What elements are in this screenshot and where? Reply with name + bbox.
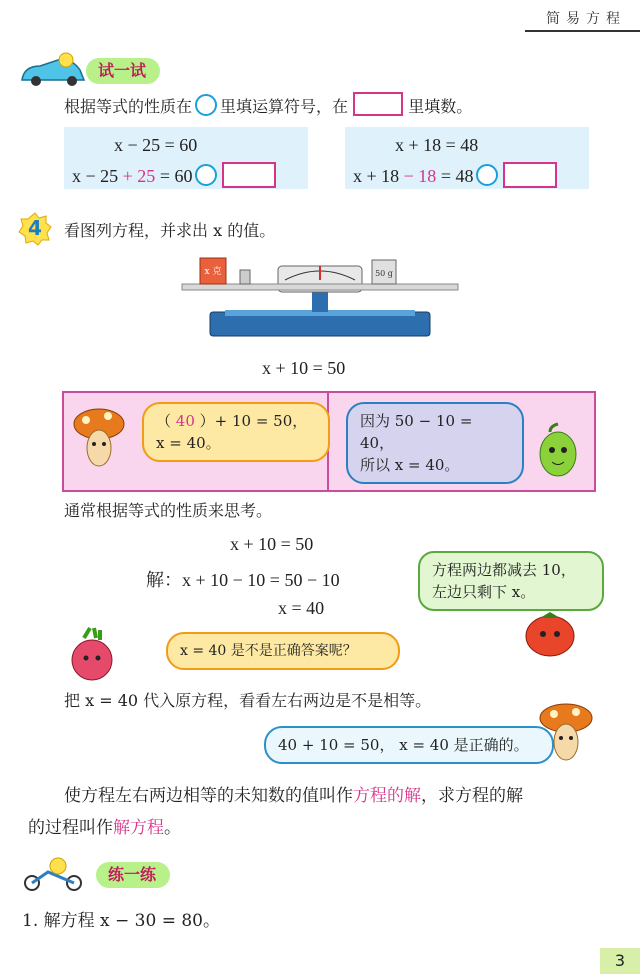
- question-bubble: x = 40 是不是正确答案呢？: [166, 632, 400, 670]
- operator-blank-circle[interactable]: [195, 164, 217, 186]
- try-left-eq1: x − 25 = 60: [114, 135, 198, 155]
- example-equation: x + 10 = 50: [262, 358, 346, 378]
- header-title: 简易方程: [546, 11, 626, 27]
- method-step2: 解：x + 10 − 10 = 50 − 10: [146, 570, 340, 590]
- try-left-eq2: x − 25 + 25 = 60: [72, 162, 276, 188]
- try-section-label: 试一试: [86, 58, 160, 84]
- operator-blank-circle[interactable]: [476, 164, 498, 186]
- check-result-bubble: 40 + 10 = 50， x = 40 是正确的。: [264, 726, 554, 764]
- method-intro: 通常根据等式的性质来思考。: [64, 501, 273, 520]
- tomato-character-icon: [518, 604, 582, 660]
- known-weight-label: 50 g: [375, 269, 393, 278]
- definition-paragraph: 使方程左右两边相等的未知数的值叫作方程的解，求方程的解: [64, 786, 523, 806]
- balance-scale-illustration: [180, 250, 460, 345]
- hint-line2: 左边只剩下 x。: [432, 583, 536, 601]
- mushroom-character-icon: [72, 406, 126, 472]
- bubble-left-line2: x = 40。: [156, 434, 221, 452]
- definition-paragraph-cont: 的过程叫作解方程。: [28, 818, 181, 838]
- bubble-right-line1: 因为 50 − 10 = 40，: [360, 412, 473, 452]
- unknown-weight-label: x 克: [204, 267, 222, 277]
- example-prompt: 看图列方程，并求出 x 的值。: [64, 221, 276, 240]
- try-panel-left: [64, 127, 308, 189]
- mushroom-character-icon: [538, 702, 594, 764]
- practice-item-1: 1. 解方程 x − 30 = 80。: [22, 911, 220, 931]
- page-number: 3: [600, 948, 640, 974]
- number-blank-box[interactable]: [222, 162, 276, 188]
- example-number-badge: [18, 212, 52, 246]
- try-right-eq1: x + 18 = 48: [395, 135, 479, 155]
- try-right-eq2: x + 18 − 18 = 48: [353, 162, 557, 188]
- speech-bubble-left: [142, 402, 330, 462]
- hint-bubble: [418, 551, 604, 611]
- bubble-left-line1: （ 40 ）+ 10 = 50，: [156, 412, 308, 430]
- pepper-character-icon: [532, 420, 584, 486]
- circle-blank-icon: [195, 94, 217, 116]
- practice-section-label: 练一练: [96, 862, 170, 888]
- try-instruction: 根据等式的性质在 里填运算符号，在 里填数。: [64, 92, 472, 117]
- bubble-right-line2: 所以 x = 40。: [360, 456, 460, 474]
- bike-mascot-icon: [18, 856, 88, 892]
- box-blank-icon: [353, 92, 403, 116]
- try-panel-right: [345, 127, 589, 189]
- header-rule: [525, 30, 640, 32]
- number-blank-box[interactable]: [503, 162, 557, 188]
- term-solving-equation: 解方程: [113, 818, 164, 838]
- method-step3: x = 40: [278, 598, 325, 618]
- check-instruction: 把 x = 40 代入原方程，看看左右两边是不是相等。: [64, 691, 432, 710]
- method-step1: x + 10 = 50: [230, 534, 314, 554]
- term-solution-of-equation: 方程的解: [353, 786, 421, 806]
- radish-character-icon: [60, 624, 124, 682]
- speech-bubble-right: [346, 402, 524, 484]
- hint-line1: 方程两边都减去 10，: [432, 561, 576, 579]
- example-number: 4: [28, 216, 42, 240]
- car-mascot-icon: [18, 52, 88, 88]
